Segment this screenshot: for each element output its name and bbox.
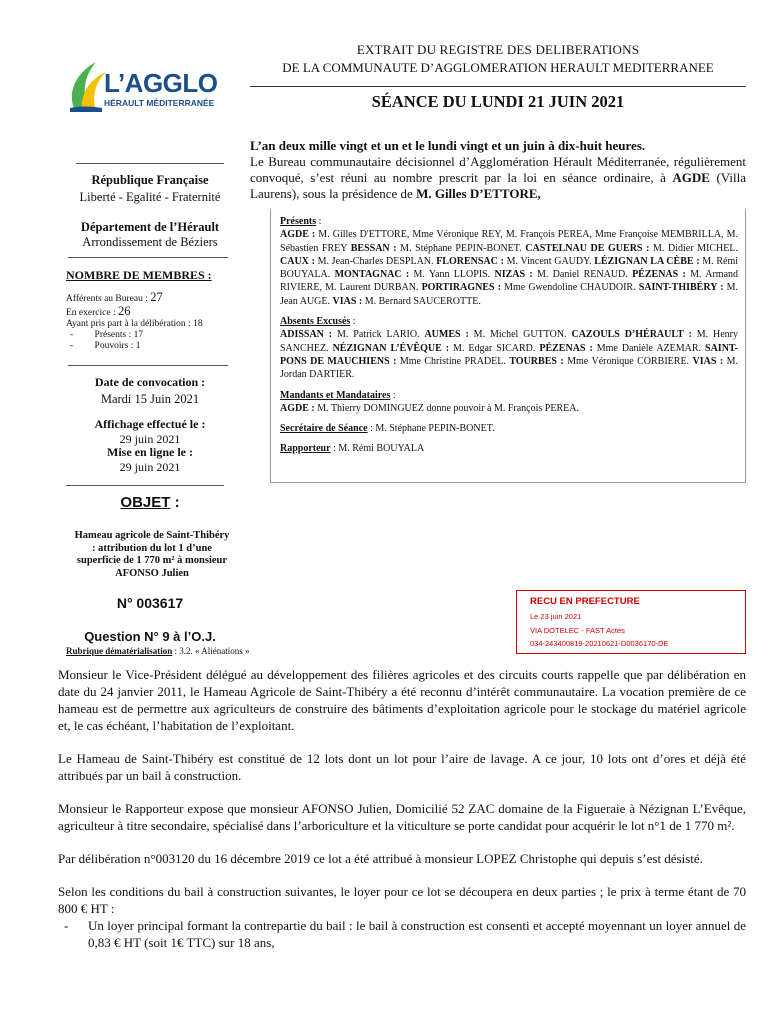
rubrique-value: : 3.2. « Aliénations » [172, 646, 250, 656]
absents-section: Absents Excusés : ADISSAN : M. Patrick LARIO. AUMES : M. Michel GUTTON. CAZOULS D’HÉRAULT : M. Henry SANCHEZ. NÉZIGNAN L’ÉVÊQUE : M. Edgar SICARD. PÉZENAS : Mme Danièle AZEMAR. SAINT-PONS DE MAUCHIENS : Mme Christine PRADEL. TOURBES : Mme Véronique CORBIERE. VIAS : M. Jordan DARTIER. [280, 316, 738, 381]
rubrique [66, 646, 250, 656]
rapporteur-text: : M. Rémi BOUYALA [330, 443, 425, 455]
rubrique-label: Rubrique dématérialisation [66, 646, 173, 656]
presents-list: AGDE : M. Gilles D'ETTORE, Mme Véronique REY, M. François PEREA, Mme Françoise MEMBRILLA, M. Sébastien FREY BESSAN : M. Stéphane PEPIN-BONET. CASTELNAU DE GUERS : M. Didier MICHEL. CAUX : M. Jean-Charles DESPLAN. FLORENSAC : M. Vincent GAUDY. LÉZIGNAN LA CÈBE : M. Rémi BOUYALA. MONTAGNAC : M. Yann LLOPIS. NIZAS : M. Daniel RENAUD. PÉZENAS : M. Armand RIVIERE, M. Laurent DURBAN. PORTIRAGNES : Mme Gwendoline CHAUDOIR. SAINT-THIBÉRY : M. Jean AUGE. VIAS : M. Bernard SAUCEROTTE. [280, 229, 739, 307]
question-number: Question N° 9 à l’O.J. [84, 629, 216, 644]
deliberation-body [58, 666, 746, 951]
logo-subtitle: HÉRAULT MÉDITERRANÉE [104, 98, 215, 108]
convocation-date: Mardi 15 Juin 2021 [100, 392, 200, 406]
mandants-list: AGDE : M. Thierry DOMINGUEZ donne pouvoir à M. François PEREA. [280, 402, 579, 414]
devise: Liberté - Egalité - Fraternité [79, 190, 221, 204]
presents-count: - Présents : 17 [70, 330, 144, 340]
mandants-section: Mandants et Mandataires : AGDE : M. Thierry DOMINGUEZ donne pouvoir à M. François PEREA. [280, 389, 579, 414]
logo-wordmark: L’AGGLO [104, 68, 218, 98]
mise-en-ligne-label: Mise en ligne le : [107, 445, 193, 459]
body-paragraph: Monsieur le Rapporteur expose que monsieur AFONSO Julien, Domicilié 52 ZAC domaine de la Figueraie à Nézignan L’Evêque, agriculteur à titre secondaire, spécialisé dans l’arboriculture et la viticulture se porte candidat pour acquérir le lot n°1 de 1 770 m². [58, 801, 746, 833]
intro-text-b: (Villa Laurens), sous la présidence de [250, 170, 746, 201]
body-paragraph: Monsieur le Vice-Président délégué au développement des filières agricoles et des circuits courts rappelle que par délibération en date du 24 janvier 2011, le Hameau Agricole de Saint-Thibéry a été reconnu d’intérêt communautaire. La vocation première de ce hameau est de permettre aux agriculteurs de construire des bâtiments d’exploitation agricole pour le stockage du matériel agricole et, le cas échéant, l’habitation de l’exploitant. [58, 667, 746, 733]
seance-title: SÉANCE DU LUNDI 21 JUIN 2021 [371, 92, 625, 111]
body-paragraph: Le Hameau de Saint-Thibéry est constitué de 12 lots dont un lot pour l’aire de lavage. A ce jour, 10 lots ont d’ores et déjà été attribués par un bail à construction. [58, 751, 746, 783]
bullet-text: Un loyer principal formant la contrepartie du bail : le bail à construction est consenti et accepté moyennant un loyer annuel de 0,83 € HT (soit 1€ TTC) sur 18 ans, [88, 918, 746, 950]
stamp-reference: 034-243400819-20210621-D0036170-DE [530, 639, 669, 648]
arrondissement: Arrondissement de Béziers [82, 235, 218, 249]
objet-colon: : [170, 494, 180, 511]
left-rule [66, 485, 224, 486]
presence-content [280, 215, 738, 463]
afferents [66, 290, 163, 305]
left-rule [68, 365, 228, 366]
bullet-dash: - [64, 918, 69, 933]
pouvoirs-count: - Pouvoirs : 1 [70, 341, 141, 351]
intro-date-line: L’an deux mille vingt et un et le lundi vingt et un juin à dix-huit heures. [250, 138, 646, 153]
afferents-label: Afférents au Bureau : [66, 294, 151, 304]
exercice-value: 26 [117, 304, 131, 318]
body-bullet [58, 917, 746, 951]
left-rule [76, 163, 224, 164]
header-line-1: EXTRAIT DU REGISTRE DES DELIBERATIONS [356, 42, 640, 57]
secretaire-section [280, 422, 738, 435]
secretaire-label: Secrétaire de Séance [280, 423, 368, 435]
intro-lieu: AGDE [672, 170, 710, 185]
exercice [66, 304, 130, 319]
stamp-title: RECU EN PREFECTURE [530, 596, 640, 607]
afferents-value: 27 [150, 290, 163, 304]
absents-list: ADISSAN : M. Patrick LARIO. AUMES : M. Michel GUTTON. CAZOULS D’HÉRAULT : M. Henry SANCHEZ. NÉZIGNAN L’ÉVÊQUE : M. Edgar SICARD. PÉZENAS : Mme Danièle AZEMAR. SAINT-PONS DE MAUCHIENS : Mme Christine PRADEL. TOURBES : Mme Véronique CORBIERE. VIAS : M. Jordan DARTIER. [280, 329, 738, 381]
stamp-via: VIA DOTELEC - FAST Actes [530, 626, 625, 635]
left-rule [68, 257, 228, 258]
mandants-label: Mandants et Mandataires [280, 389, 391, 401]
intro-president: M. Gilles D’ETTORE, [416, 186, 541, 201]
body-paragraph: Selon les conditions du bail à construction suivantes, le loyer pour ce lot se découpera en deux parties ; le prix à terme étant de 70 800 € HT : [58, 884, 746, 916]
stamp-date: Le 23 juin 2021 [530, 612, 582, 621]
objet-heading [62, 494, 238, 511]
republique: République Française [91, 173, 209, 187]
header-rule [250, 86, 746, 87]
objet-text: Hameau agricole de Saint-Thibéry : attribution du lot 1 d’une superficie de 1 770 m² à monsieur AFONSO Julien [74, 530, 230, 579]
intro-text-a: Le Bureau communautaire décisionnel d’Agglomération Hérault Méditerranée, régulièrement convoqué, s’est réuni au nombre prescrit par la loi en séance ordinaire, à [250, 154, 746, 185]
nombre-membres-label: NOMBRE DE MEMBRES : [66, 268, 212, 282]
body-paragraph: Par délibération n°003120 du 16 décembre 2019 ce lot a été attribué à monsieur LOPEZ Christophe qui depuis s’est désisté. [58, 851, 703, 866]
mise-en-ligne-date: 29 juin 2021 [119, 460, 181, 474]
presents-section: Présents : AGDE : M. Gilles D'ETTORE, Mme Véronique REY, M. François PEREA, Mme Françoise MEMBRILLA, M. Sébastien FREY BESSAN : M. Stéphane PEPIN-BONET. CASTELNAU DE GUERS : M. Didier MICHEL. CAUX : M. Jean-Charles DESPLAN. FLORENSAC : M. Vincent GAUDY. LÉZIGNAN LA CÈBE : M. Rémi BOUYALA. MONTAGNAC : M. Yann LLOPIS. NIZAS : M. Daniel RENAUD. PÉZENAS : M. Armand RIVIERE, M. Laurent DURBAN. PORTIRAGNES : Mme Gwendoline CHAUDOIR. SAINT-THIBÉRY : M. Jean AUGE. VIAS : M. Bernard SAUCEROTTE. [280, 216, 739, 307]
objet-label: OBJET [120, 494, 171, 511]
ayant-part: Ayant pris part à la délibération : 18 [66, 319, 203, 329]
absents-label: Absents Excusés [280, 316, 351, 328]
presents-label: Présents [280, 216, 317, 227]
exercice-label: En exercice : [66, 308, 118, 318]
affichage-date: 29 juin 2021 [119, 432, 181, 446]
convocation-label: Date de convocation : [94, 375, 206, 389]
affichage-label: Affichage effectué le : [94, 417, 206, 431]
rapporteur-label: Rapporteur [280, 443, 331, 455]
secretaire-text: : M. Stéphane PEPIN-BONET. [367, 423, 495, 435]
intro-paragraph [250, 138, 746, 202]
deliberation-number: N° 003617 [116, 595, 184, 611]
rapporteur-section [280, 442, 738, 455]
departement: Département de l’Hérault [80, 220, 220, 234]
header-line-2: DE LA COMMUNAUTE D’AGGLOMERATION HERAULT MEDITERRANEE [282, 60, 714, 75]
intro-body [250, 154, 746, 202]
